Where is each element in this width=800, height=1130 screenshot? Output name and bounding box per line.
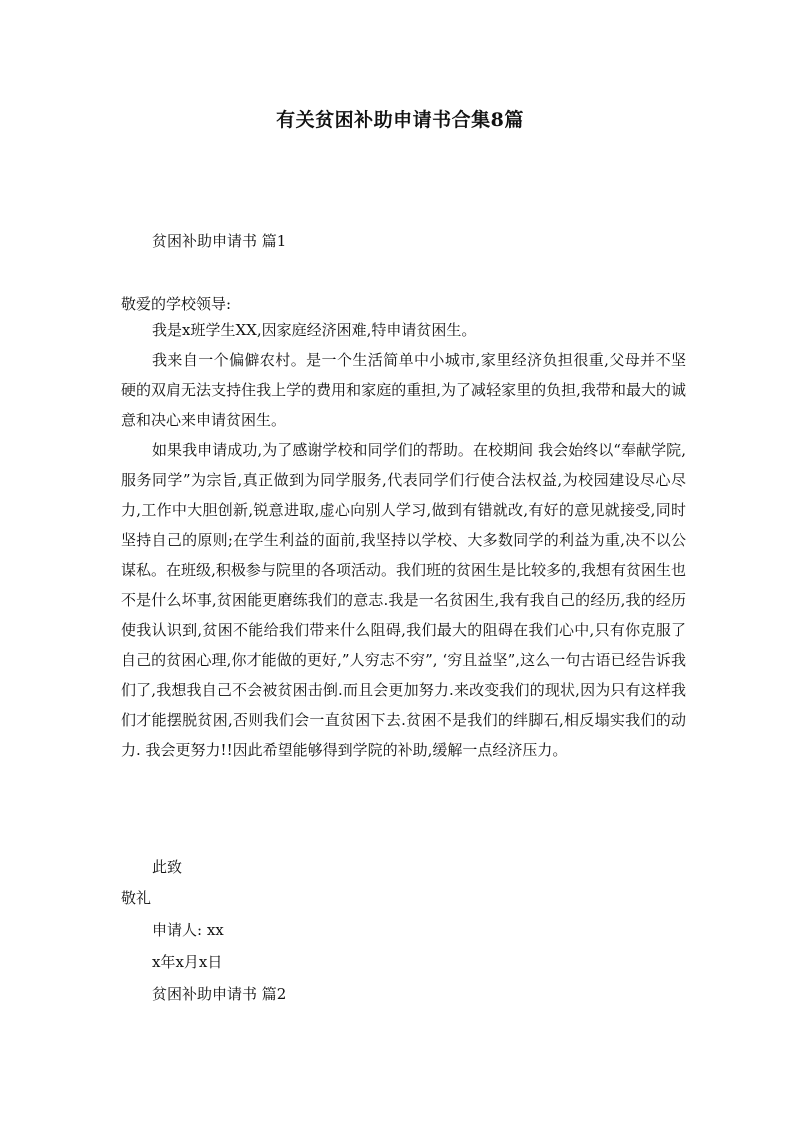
document-title: 有关贫困补助申请书合集8篇	[276, 109, 524, 131]
letter-body	[121, 315, 686, 765]
paragraph-intro: 我是x班学生XX,因家庭经济困难,特申请贫困生。	[152, 321, 477, 339]
closing-line-2: 敬礼	[121, 889, 152, 907]
closing-line-1: 此致	[152, 858, 183, 876]
paragraph-commitment: 如果我申请成功,为了感谢学校和同学们的帮助。在校期间 我会始终以“奉献学院,服务同学”为宗旨,真正做到为同学服务,代表同学们行使合法权益,为校园建设尽心尽力,工作中大胆创新,锐意进取,虚心向别人学习,做到有错就改,有好的意见就接受,同时坚持自己的原则;在学生利益的面前,我坚持以学校、大多数同学的利益为重,决不以公谋私。在班级,积极参与院里的各项活动。我们班的贫困生是比较多的,我想有贫困生也不是什么坏事,贫困能更磨练我们的意志.我是一名贫困生,我有我自己的经历,我的经历使我认识到,贫困不能给我们带来什么阻碍,我们最大的阻碍在我们心中,只有你克服了自己的贫困心理,你才能做的更好,”人穷志不穷”, ‘穷且益坚”,这么一句古语已经告诉我们了,我想我自己不会被贫困击倒.而且会更加努力.来改变我们的现状,因为只有这样我们才能摆脱贫困,否则我们会一直贫困下去.贫困不是我们的绊脚石,相反塌实我们的动力. 我会更努力!!因此希望能够得到学院的补助,缓解一点经济压力。	[121, 441, 686, 759]
paragraph-background: 我来自一个偏僻农村。是一个生活简单中小城市,家里经济负担很重,父母并不坚硬的双肩无法支持住我上学的费用和家庭的重担,为了减轻家里的负担,我带和最大的诚意和决心来申请贫困生。	[121, 351, 686, 429]
section-heading-2: 贫困补助申请书 篇2	[152, 985, 287, 1003]
applicant-signature: 申请人: xx	[152, 921, 224, 939]
date-line: x年x月x日	[152, 953, 223, 971]
section-heading-1: 贫困补助申请书 篇1	[152, 232, 287, 250]
salutation: 敬爱的学校领导:	[121, 295, 232, 313]
